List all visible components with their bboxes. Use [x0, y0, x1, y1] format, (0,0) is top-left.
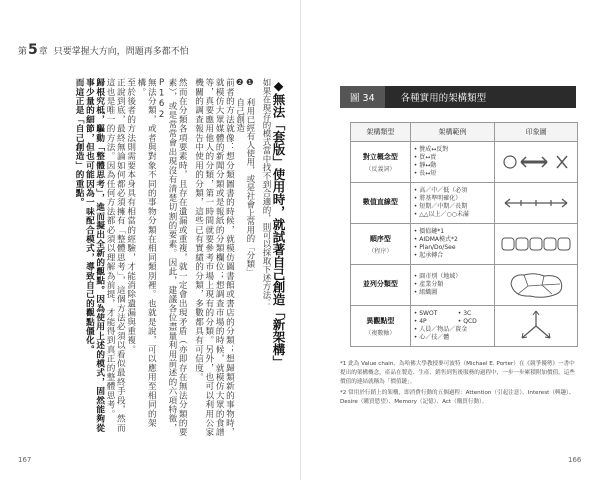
table-row [351, 183, 578, 224]
example-item: • Plan/Do/See [414, 244, 493, 252]
opposition-diagram-icon [501, 153, 571, 171]
row-type-cell [351, 265, 411, 306]
row-image [495, 265, 578, 306]
example-item: • 起承轉合 [414, 252, 493, 260]
example-item: • 組織圖 [414, 289, 493, 297]
body-paragraph-2 [156, 78, 187, 440]
row-examples [410, 183, 494, 224]
chapter-number: 5 [28, 42, 38, 58]
figure-title: 各種實用的架構類型 [400, 93, 487, 104]
table-row [351, 306, 578, 347]
row-examples [410, 142, 494, 183]
parallel-map-icon [506, 270, 566, 300]
example-item: • △△以上／○○未滿 [414, 211, 493, 219]
footnote-1: *1 此為 Value chain，為哈佛大學教授麥可波特（Michael E. Porter）在《競爭優勢》一書中提出的架構概念，產品在製造、生產、銷售到售後服務的過程中，一步一步累積附加價值，這些價值的連結就稱為「價值鏈」。 [340, 361, 575, 385]
body-paragraph-2-text: 然而在分類各項要素時，且存在遺漏或重複，就一定會出現矛盾（亦即存在無法分類的要素），或是常常會出現沒有清楚切割的要素。因此，建議各位盡量利用前述的六項特徵， [166, 78, 188, 437]
multi-axis-icon [511, 308, 561, 344]
example-item: • SWOT [414, 310, 458, 318]
row-examples [410, 224, 494, 265]
row-image [495, 224, 578, 265]
example-item: • QCD [458, 318, 477, 326]
row-type-cell [351, 224, 411, 265]
list-item-1: ❶ 利用已經有人使用，或是社會上常用的「分類」 [244, 78, 255, 277]
figure-34 [340, 86, 576, 347]
left-page-number: 167 [18, 456, 32, 464]
col-header-image: 印象圖 [495, 123, 578, 142]
page-reference: P162 [156, 78, 167, 121]
body-paragraph-4: 至於後者的方法則需要本身具有相當的經驗，才能消除遺漏與重複。 [125, 78, 136, 354]
footnote-2: *2 常用於行銷上的架構，即消費行動的五個過程：Attention（引起注意）、Interest（興趣）、Desire（購買慾望）、Memory（記憶）、Act（購買行動）。 [340, 389, 575, 405]
example-item: • 4P [414, 318, 458, 326]
body-paragraph-1: 前者的方法就像：想分類圖書的時候，就模仿圖書館或書店的分類；想歸類新的事物時，就模仿大眾媒體的新聞分類或是報紙的分類欄位；想調查市場的時候，就模仿大眾的食譜等，真要應用他人的分類，第一時間就要參考市場上現有的分類。另外，也可以利用公家機關的調查報告中使用的分類，這些已有實績的分類，多數都具有可信度。 [193, 78, 235, 437]
sequence-diagram-icon [500, 235, 572, 253]
example-item: • 人員／物品／資金 [414, 326, 493, 334]
row-type-note: （反義詞） [365, 165, 396, 173]
intro-text: 如果在現存的模式當中找不到合適的，則可以採取下述方法： [261, 78, 271, 308]
chapter-header [18, 42, 189, 58]
row-examples [410, 265, 494, 306]
row-type-cell [351, 142, 411, 183]
row-image [495, 306, 578, 347]
chapter-suffix: 章 [38, 47, 48, 57]
figure-title-bar [340, 86, 576, 108]
section-heading: ◆無法「套版」使用時，就試著自己創造「新架構」 [271, 78, 286, 368]
row-image [495, 142, 578, 183]
chapter-prefix: 第 [18, 47, 28, 57]
example-item: • AIDMA模式*2 [414, 236, 493, 244]
table-header-row [351, 123, 578, 142]
example-item: • 短期／中期／長期 [414, 203, 493, 211]
right-page-number: 166 [568, 456, 582, 464]
example-item: • 長↔短 [414, 170, 493, 178]
col-header-type: 架構類型 [351, 123, 411, 142]
example-item: • 產業分類 [414, 281, 493, 289]
example-item: • 圓市別（地域） [414, 273, 493, 281]
row-type-cell [351, 183, 411, 224]
bold-paragraph-2: 而這正是「自己創造」的重點。 [74, 78, 85, 207]
chapter-subtitle: 只要掌握大方向，問題再多都不怕 [53, 47, 189, 57]
row-examples [410, 306, 494, 347]
example-item: • 心／技／體 [414, 334, 493, 342]
example-item: • 買↔賣 [414, 154, 493, 162]
body-paragraph-5: 正說到底，最終無論如何都必須擁有「整體思考」，這個方法必須以看似最終手段，然而這也是唯一的方法。因為任何方法都必須以理解為前提，才能得到真正的整體思考。 [105, 78, 126, 433]
row-type-note: （程序） [368, 247, 393, 255]
example-item: • 靜↔動 [414, 162, 493, 170]
number-line-icon [501, 194, 571, 212]
table-row [351, 142, 578, 183]
figure-label: 圖 34 [340, 86, 385, 108]
row-image [495, 183, 578, 224]
page-spine [300, 0, 301, 480]
example-item: • 贊成↔反對 [414, 146, 493, 154]
example-item: • 高／中／低（必須 [414, 187, 493, 195]
body-paragraph-3: 無法分類，或者與對象不同的事物分類在相同類別裡。也就是說，可以應用至相同的架構。 [135, 78, 157, 428]
example-item: • 將基準明確化） [414, 195, 493, 203]
row-type-cell [351, 306, 411, 347]
row-type: 數值直線型 [362, 198, 398, 206]
row-type: 對立概念型 [362, 152, 398, 161]
table-row [351, 265, 578, 306]
row-type: 異觀點型 [366, 316, 395, 325]
example-item: • 價值鏈*1 [414, 228, 493, 236]
footnotes [340, 360, 576, 409]
table-row [351, 224, 578, 265]
col-header-examples: 架構範例 [410, 123, 494, 142]
bold-paragraph-1: 歸根究柢，驅動「整體思考」，進而擬出全新的觀點。因為使用上述的模式，固然能夠從事少量的細節，但也可能因為一味配合模式，導致自己的觀點僵化。 [84, 78, 105, 433]
row-type: 並列分類型 [362, 280, 398, 288]
example-item: • 3C [458, 310, 477, 318]
left-page-text [34, 78, 286, 440]
row-type-note: （複數軸） [365, 329, 396, 337]
framework-table [350, 122, 578, 347]
list-item-2: ❷ 自己創造 [234, 78, 245, 132]
row-type: 順序型 [369, 234, 391, 243]
